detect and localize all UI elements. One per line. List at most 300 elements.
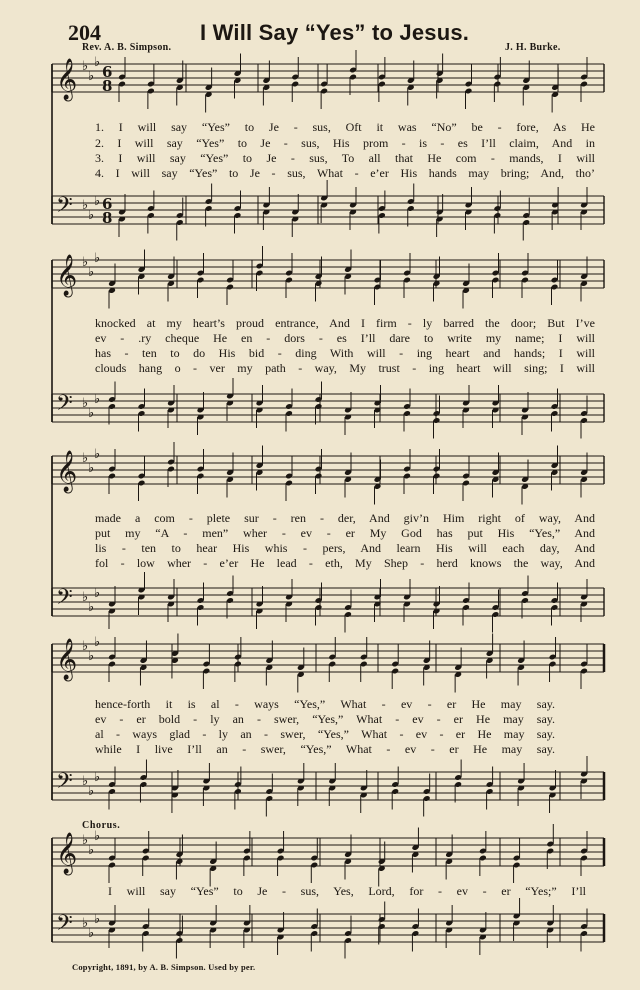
- note-head: [551, 209, 559, 216]
- note-head: [234, 654, 242, 661]
- note-head: [433, 608, 441, 615]
- lyric-line: has - ten to do His bid - ding With will - ing heart and hands; I will: [95, 346, 595, 360]
- note-head: [378, 212, 386, 219]
- lyric-line: ev - er bold - ly an - swer, “Yes,” What - ev - er He may say.: [95, 712, 555, 726]
- note-head: [315, 273, 323, 280]
- time-signature: 6: [102, 195, 113, 213]
- note-head: [486, 788, 494, 795]
- note-head: [328, 661, 336, 668]
- note-head: [378, 858, 386, 865]
- note-head: [407, 205, 415, 212]
- note-head: [205, 91, 213, 98]
- lyric-line: knocked at my heart’s proud entrance, And I firm - ly barred the door; But I’ve: [95, 316, 595, 330]
- note-head: [205, 198, 213, 205]
- note-head: [140, 664, 148, 671]
- note-head: [226, 590, 234, 597]
- note-head: [546, 841, 554, 848]
- note-head: [226, 393, 234, 400]
- note-head: [403, 277, 411, 284]
- bass-clef: 𝄢: [56, 391, 73, 421]
- note-head: [315, 473, 323, 480]
- note-head: [360, 785, 368, 792]
- note-head: [378, 81, 386, 88]
- note-head: [551, 284, 559, 291]
- note-head: [513, 855, 521, 862]
- note-head: [465, 81, 473, 88]
- note-head: [265, 664, 273, 671]
- note-head: [320, 195, 328, 202]
- note-head: [374, 284, 382, 291]
- note-head: [108, 608, 116, 615]
- note-head: [226, 469, 234, 476]
- note-head: [167, 459, 175, 466]
- note-head: [344, 858, 352, 865]
- flat-sign: ♭: [88, 265, 95, 280]
- note-head: [517, 657, 525, 664]
- note-head: [465, 202, 473, 209]
- note-head: [360, 661, 368, 668]
- note-head: [349, 209, 357, 216]
- flat-sign: ♭: [94, 770, 101, 785]
- note-head: [142, 923, 150, 930]
- note-head: [580, 476, 588, 483]
- note-head: [328, 654, 336, 661]
- note-head: [108, 601, 116, 608]
- treble-clef: 𝄞: [56, 639, 78, 680]
- note-head: [403, 601, 411, 608]
- note-head: [580, 601, 588, 608]
- flat-sign: ♭: [82, 396, 89, 411]
- note-head: [580, 778, 588, 785]
- note-head: [277, 848, 285, 855]
- note-head: [256, 270, 264, 277]
- note-head: [256, 469, 264, 476]
- note-head: [118, 209, 126, 216]
- lyric-line: fol - low wher - e’er He lead - eth, My Shep - herd knows the way, And: [95, 556, 595, 570]
- note-head: [108, 862, 116, 869]
- note-head: [202, 668, 210, 675]
- note-head: [433, 273, 441, 280]
- note-head: [285, 473, 293, 480]
- lyricist-credit: Rev. A. B. Simpson.: [82, 42, 172, 53]
- note-head: [522, 212, 530, 219]
- note-head: [492, 604, 500, 611]
- note-head: [580, 469, 588, 476]
- note-head: [521, 277, 529, 284]
- lyric-line: lis - ten to hear His whis - pers, And learn His will each day, And: [95, 541, 595, 555]
- note-head: [374, 594, 382, 601]
- flat-sign: ♭: [82, 59, 89, 74]
- note-head: [462, 473, 470, 480]
- note-head: [580, 930, 588, 937]
- note-head: [423, 795, 431, 802]
- flat-sign: ♭: [94, 912, 101, 927]
- note-head: [138, 587, 146, 594]
- note-head: [226, 277, 234, 284]
- note-head: [171, 650, 179, 657]
- note-head: [297, 785, 305, 792]
- note-head: [147, 212, 155, 219]
- note-head: [176, 930, 184, 937]
- note-head: [138, 480, 146, 487]
- note-head: [344, 476, 352, 483]
- note-head: [486, 657, 494, 664]
- lyric-line: 3. I will say “Yes” to Je - sus, To all that He com - mands, I will: [95, 151, 595, 165]
- flat-sign: ♭: [82, 590, 89, 605]
- flat-sign: ♭: [82, 451, 89, 466]
- note-head: [138, 273, 146, 280]
- note-head: [226, 597, 234, 604]
- note-head: [580, 74, 588, 81]
- note-head: [580, 771, 588, 778]
- note-head: [445, 927, 453, 934]
- note-head: [197, 466, 205, 473]
- note-head: [176, 212, 184, 219]
- note-head: [167, 601, 175, 608]
- note-head: [445, 920, 453, 927]
- treble-clef: 𝄞: [56, 59, 78, 100]
- note-head: [580, 661, 588, 668]
- note-head: [374, 277, 382, 284]
- note-head: [407, 198, 415, 205]
- note-head: [551, 91, 559, 98]
- note-head: [462, 604, 470, 611]
- note-head: [378, 916, 386, 923]
- flat-sign: ♭: [88, 843, 95, 858]
- note-head: [226, 400, 234, 407]
- flat-sign: ♭: [88, 649, 95, 664]
- note-head: [310, 930, 318, 937]
- note-head: [285, 601, 293, 608]
- note-head: [493, 81, 501, 88]
- flat-sign: ♭: [88, 208, 95, 223]
- treble-clef: 𝄞: [56, 833, 78, 874]
- flat-sign: ♭: [94, 392, 101, 407]
- note-head: [454, 781, 462, 788]
- note-head: [344, 407, 352, 414]
- bass-clef: 𝄢: [56, 769, 73, 799]
- time-signature: 8: [102, 77, 113, 95]
- flat-sign: ♭: [82, 255, 89, 270]
- note-head: [205, 205, 213, 212]
- note-head: [344, 273, 352, 280]
- note-head: [118, 216, 126, 223]
- note-head: [147, 88, 155, 95]
- note-head: [462, 287, 470, 294]
- note-head: [202, 778, 210, 785]
- note-head: [344, 414, 352, 421]
- note-head: [344, 611, 352, 618]
- note-head: [277, 934, 285, 941]
- note-head: [108, 927, 116, 934]
- note-head: [551, 84, 559, 91]
- note-head: [277, 855, 285, 862]
- note-head: [513, 920, 521, 927]
- lyric-line: I will say “Yes” to Je - sus, Yes, Lord, for - ev - er “Yes;” I’ll: [108, 884, 586, 898]
- note-head: [465, 88, 473, 95]
- note-head: [374, 483, 382, 490]
- note-head: [262, 77, 270, 84]
- note-head: [454, 671, 462, 678]
- note-head: [492, 407, 500, 414]
- note-head: [209, 865, 217, 872]
- note-head: [580, 410, 588, 417]
- note-head: [297, 664, 305, 671]
- note-head: [320, 88, 328, 95]
- note-head: [197, 414, 205, 421]
- note-head: [197, 407, 205, 414]
- note-head: [521, 590, 529, 597]
- note-head: [403, 410, 411, 417]
- note-head: [118, 81, 126, 88]
- note-head: [197, 604, 205, 611]
- note-head: [433, 417, 441, 424]
- note-head: [486, 650, 494, 657]
- note-head: [479, 927, 487, 934]
- note-head: [202, 785, 210, 792]
- note-head: [423, 664, 431, 671]
- note-head: [256, 462, 264, 469]
- note-head: [374, 407, 382, 414]
- lyric-line: al - ways glad - ly an - swer, “Yes,” What - ev - er He may say.: [95, 727, 555, 741]
- note-head: [423, 657, 431, 664]
- note-head: [492, 611, 500, 618]
- note-head: [315, 604, 323, 611]
- time-signature: 8: [102, 209, 113, 227]
- note-head: [285, 410, 293, 417]
- note-head: [320, 202, 328, 209]
- note-head: [142, 848, 150, 855]
- note-head: [492, 270, 500, 277]
- note-head: [436, 70, 444, 77]
- note-head: [234, 661, 242, 668]
- note-head: [328, 785, 336, 792]
- lyric-line: made a com - plete sur - ren - der, And giv’n Him right of way, And: [95, 511, 595, 525]
- note-head: [108, 473, 116, 480]
- lyric-line: ev - .ry cheque He en - dors - es I’ll dare to write my name; I will: [95, 331, 595, 345]
- note-head: [513, 862, 521, 869]
- note-head: [176, 937, 184, 944]
- flat-sign: ♭: [88, 600, 95, 615]
- note-head: [328, 778, 336, 785]
- note-head: [108, 403, 116, 410]
- note-head: [167, 280, 175, 287]
- note-head: [378, 205, 386, 212]
- note-head: [176, 219, 184, 226]
- note-head: [349, 202, 357, 209]
- note-head: [285, 480, 293, 487]
- note-head: [285, 594, 293, 601]
- note-head: [234, 781, 242, 788]
- note-head: [492, 400, 500, 407]
- lyric-line: clouds hang o - ver my path - way, My trust - ing heart will sing; I will: [95, 361, 595, 375]
- flat-sign: ♭: [88, 926, 95, 941]
- note-head: [262, 209, 270, 216]
- note-head: [320, 81, 328, 88]
- note-head: [462, 400, 470, 407]
- note-head: [344, 930, 352, 937]
- flat-sign: ♭: [94, 447, 101, 462]
- note-head: [436, 77, 444, 84]
- note-head: [262, 202, 270, 209]
- lyric-line: hence-forth it is al - ways “Yes,” What - ev - er He may say.: [95, 697, 555, 711]
- note-head: [403, 270, 411, 277]
- note-head: [234, 77, 242, 84]
- note-head: [315, 280, 323, 287]
- note-head: [108, 661, 116, 668]
- note-head: [349, 74, 357, 81]
- note-head: [226, 284, 234, 291]
- note-head: [265, 657, 273, 664]
- note-head: [580, 848, 588, 855]
- note-head: [176, 851, 184, 858]
- note-head: [234, 205, 242, 212]
- note-head: [391, 668, 399, 675]
- note-head: [551, 469, 559, 476]
- note-head: [167, 400, 175, 407]
- note-head: [285, 403, 293, 410]
- note-head: [403, 466, 411, 473]
- note-head: [138, 473, 146, 480]
- note-head: [412, 923, 420, 930]
- note-head: [493, 212, 501, 219]
- note-head: [176, 77, 184, 84]
- note-head: [407, 77, 415, 84]
- note-head: [171, 657, 179, 664]
- note-head: [521, 597, 529, 604]
- note-head: [391, 788, 399, 795]
- note-head: [546, 927, 554, 934]
- note-head: [197, 473, 205, 480]
- note-head: [118, 74, 126, 81]
- note-head: [205, 84, 213, 91]
- treble-clef: 𝄞: [56, 451, 78, 492]
- note-head: [517, 664, 525, 671]
- note-head: [423, 788, 431, 795]
- note-head: [202, 661, 210, 668]
- note-head: [167, 466, 175, 473]
- hymn-title: I Will Say “Yes” to Jesus.: [200, 20, 470, 45]
- note-head: [176, 84, 184, 91]
- note-head: [360, 654, 368, 661]
- note-head: [433, 280, 441, 287]
- note-head: [436, 209, 444, 216]
- note-head: [310, 862, 318, 869]
- copyright-notice: Copyright, 1891, by A. B. Simpson. Used by per.: [72, 962, 256, 972]
- note-head: [297, 778, 305, 785]
- note-head: [138, 403, 146, 410]
- note-head: [521, 414, 529, 421]
- note-head: [433, 473, 441, 480]
- note-head: [234, 212, 242, 219]
- note-head: [197, 270, 205, 277]
- note-head: [138, 410, 146, 417]
- note-head: [549, 661, 557, 668]
- note-head: [551, 410, 559, 417]
- note-head: [407, 84, 415, 91]
- note-head: [462, 597, 470, 604]
- note-head: [108, 781, 116, 788]
- note-head: [412, 844, 420, 851]
- note-head: [445, 858, 453, 865]
- note-head: [291, 74, 299, 81]
- note-head: [378, 74, 386, 81]
- note-head: [522, 77, 530, 84]
- note-head: [517, 785, 525, 792]
- note-head: [549, 785, 557, 792]
- note-head: [265, 788, 273, 795]
- note-head: [315, 396, 323, 403]
- note-head: [521, 407, 529, 414]
- note-head: [551, 597, 559, 604]
- flat-sign: ♭: [94, 55, 101, 70]
- note-head: [344, 604, 352, 611]
- flat-sign: ♭: [82, 916, 89, 931]
- note-head: [551, 277, 559, 284]
- note-head: [167, 407, 175, 414]
- note-head: [403, 473, 411, 480]
- note-head: [262, 84, 270, 91]
- note-head: [462, 407, 470, 414]
- note-head: [462, 480, 470, 487]
- flat-sign: ♭: [88, 406, 95, 421]
- note-head: [360, 792, 368, 799]
- flat-sign: ♭: [82, 198, 89, 213]
- note-head: [167, 273, 175, 280]
- note-head: [209, 858, 217, 865]
- note-head: [344, 266, 352, 273]
- note-head: [580, 280, 588, 287]
- note-head: [479, 855, 487, 862]
- note-head: [580, 81, 588, 88]
- note-head: [522, 84, 530, 91]
- note-head: [580, 273, 588, 280]
- note-head: [297, 671, 305, 678]
- note-head: [391, 781, 399, 788]
- note-head: [234, 788, 242, 795]
- note-head: [140, 774, 148, 781]
- note-head: [551, 462, 559, 469]
- lyric-line: 1. I will say “Yes” to Je - sus, Oft it was “No” be - fore, As He: [95, 120, 595, 134]
- note-head: [310, 855, 318, 862]
- note-head: [256, 601, 264, 608]
- note-head: [315, 403, 323, 410]
- hymn-number: 204: [68, 20, 101, 45]
- note-head: [479, 934, 487, 941]
- note-head: [465, 209, 473, 216]
- note-head: [256, 400, 264, 407]
- note-head: [454, 664, 462, 671]
- note-head: [171, 792, 179, 799]
- note-head: [546, 920, 554, 927]
- note-head: [108, 654, 116, 661]
- note-head: [378, 865, 386, 872]
- lyric-line: while I live I’ll an - swer, “Yes,” What - ev - er He may say.: [95, 742, 555, 756]
- note-head: [243, 848, 251, 855]
- note-head: [462, 280, 470, 287]
- time-signature: 6: [102, 63, 113, 81]
- note-head: [277, 927, 285, 934]
- note-head: [549, 654, 557, 661]
- note-head: [142, 855, 150, 862]
- note-head: [378, 923, 386, 930]
- treble-clef: 𝄞: [56, 255, 78, 296]
- note-head: [243, 855, 251, 862]
- note-head: [479, 848, 487, 855]
- note-head: [108, 287, 116, 294]
- note-head: [344, 469, 352, 476]
- note-head: [374, 400, 382, 407]
